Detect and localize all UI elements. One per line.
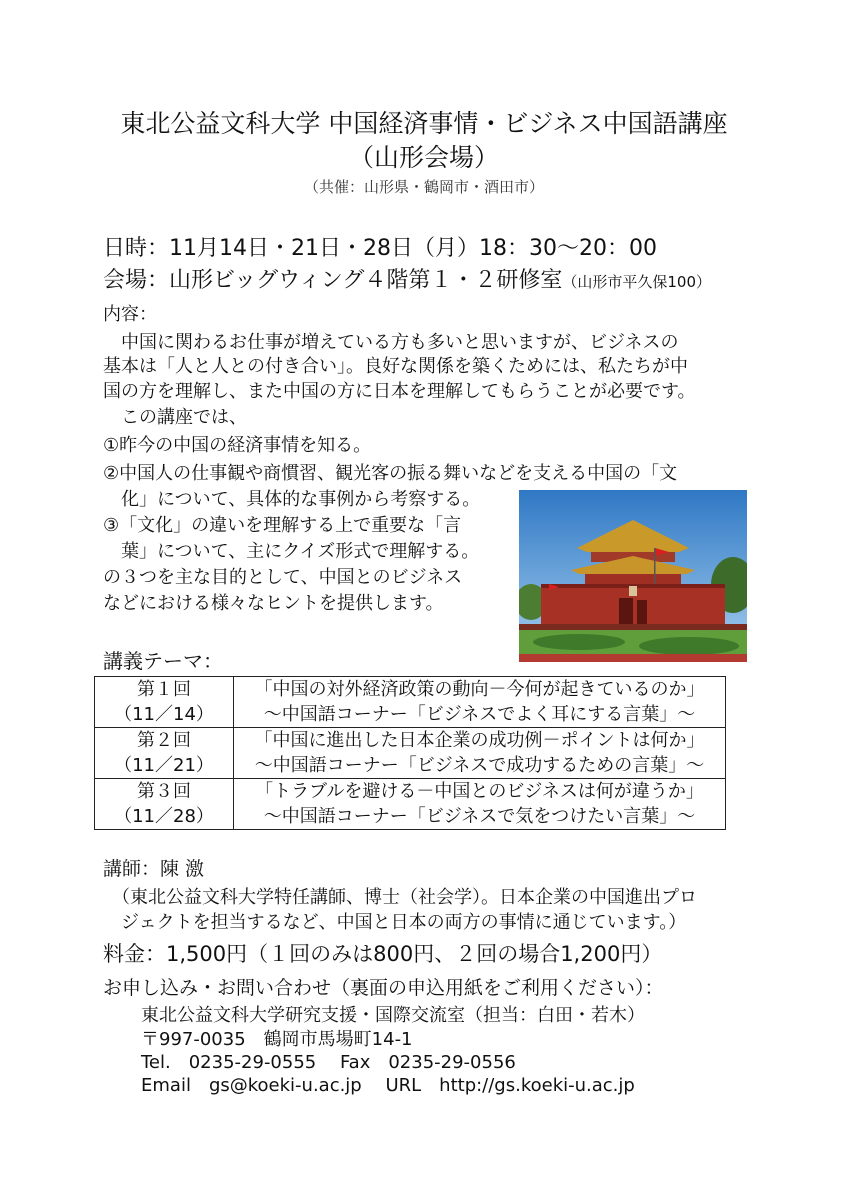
lecture-subtheme: ～中国語コーナー「ビジネスで成功するための言葉」～ (254, 755, 705, 776)
lecture-number: 第２回 (137, 730, 191, 751)
lecture-table (94, 676, 726, 830)
event-venue-line (103, 263, 711, 294)
content-item: などにおける様々なヒントを提供します。 (103, 593, 444, 614)
event-venue: 会場：山形ビッグウィング４階第１・２研修室 (103, 268, 563, 293)
lecture-session-cell (95, 728, 234, 779)
lecture-number: 第１回 (137, 679, 191, 700)
lecture-date: （11／28） (114, 806, 214, 827)
cosponsor-note: （共催：山形県・鶴岡市・酒田市） (303, 178, 544, 196)
content-item: ②中国人の仕事観や商慣習、観光客の振る舞いなどを支える中国の「文 (103, 463, 678, 484)
table-row (95, 779, 726, 830)
contact-phone-fax: Tel. 0235‐29‐0555 Fax 0235‐29‐0556 (141, 1052, 516, 1073)
content-line: 中国に関わるお仕事が増えている方も多いと思いますが、ビジネスの (121, 332, 679, 353)
lecture-subtheme: ～中国語コーナー「ビジネスで気をつけたい言葉」～ (263, 806, 696, 827)
table-row (95, 728, 726, 779)
content-item: 化」について、具体的な事例から考察する。 (121, 489, 481, 510)
lecture-subtheme: ～中国語コーナー「ビジネスでよく耳にする言葉」～ (263, 704, 696, 725)
lecture-session-cell (95, 677, 234, 728)
contact-address: 〒997‐0035 鶴岡市馬場町14‐1 (141, 1029, 413, 1050)
contact-email-url[interactable]: Email gs@koeki-u.ac.jp URL http://gs.koeki-u.ac.jp (141, 1075, 635, 1096)
lecture-theme-cell (234, 728, 726, 779)
content-item: ①昨今の中国の経済事情を知る。 (103, 435, 372, 456)
contact-heading: お申し込み・お問い合わせ（裏面の申込用紙をご利用ください）： (103, 977, 664, 999)
lecturer-name: 講師：陳 激 (103, 858, 205, 880)
content-line: この講座では、 (121, 407, 247, 428)
lecture-theme: 「トラブルを避ける－中国とのビジネスは何が違うか」 (255, 781, 704, 802)
event-venue-address: （山形市平久保100） (562, 273, 712, 291)
lecture-theme: 「中国の対外経済政策の動向－今何が起きているのか」 (254, 679, 705, 700)
contact-org: 東北公益文科大学研究支援・国際交流室（担当：白田・若木） (141, 1005, 645, 1026)
lecture-theme-cell (234, 677, 726, 728)
tiananmen-photo (519, 490, 747, 662)
table-row (95, 677, 726, 728)
page-title: 東北公益文科大学 中国経済事情・ビジネス中国語講座 (120, 109, 728, 138)
lecture-date: （11／14） (114, 704, 214, 725)
lecture-theme: 「中国に進出した日本企業の成功例－ポイントは何か」 (254, 730, 705, 751)
lecture-number: 第３回 (137, 781, 191, 802)
lecturer-bio-line: ジェクトを担当するなど、中国と日本の両方の事情に通じています。） (121, 912, 687, 933)
lecturer-bio-line: （東北公益文科大学特任講師、博士（社会学）。日本企業の中国進出プロ (112, 887, 697, 908)
content-heading: 内容： (103, 304, 157, 325)
content-line: 基本は「人と人との付き合い」。良好な関係を築くためには、私たちが中 (103, 356, 688, 377)
content-item: 葉」について、主にクイズ形式で理解する。 (121, 541, 480, 562)
lecture-date: （11／21） (114, 755, 214, 776)
page-subtitle: （山形会場） (348, 143, 499, 172)
content-item: の３つを主な目的として、中国とのビジネス (103, 567, 463, 588)
lecture-session-cell (95, 779, 234, 830)
content-item: ③「文化」の違いを理解する上で重要な「言 (103, 515, 462, 536)
lecture-heading: 講義テーマ： (103, 649, 223, 673)
content-line: 国の方を理解し、また中国の方に日本を理解してもらうことが必要です。 (103, 381, 696, 402)
lecture-theme-cell (234, 779, 726, 830)
event-datetime: 日時：11月14日・21日・28日（月）18：30～20：00 (103, 236, 657, 261)
fee-info: 料金：1,500円（１回のみは800円、２回の場合1,200円） (103, 942, 663, 966)
